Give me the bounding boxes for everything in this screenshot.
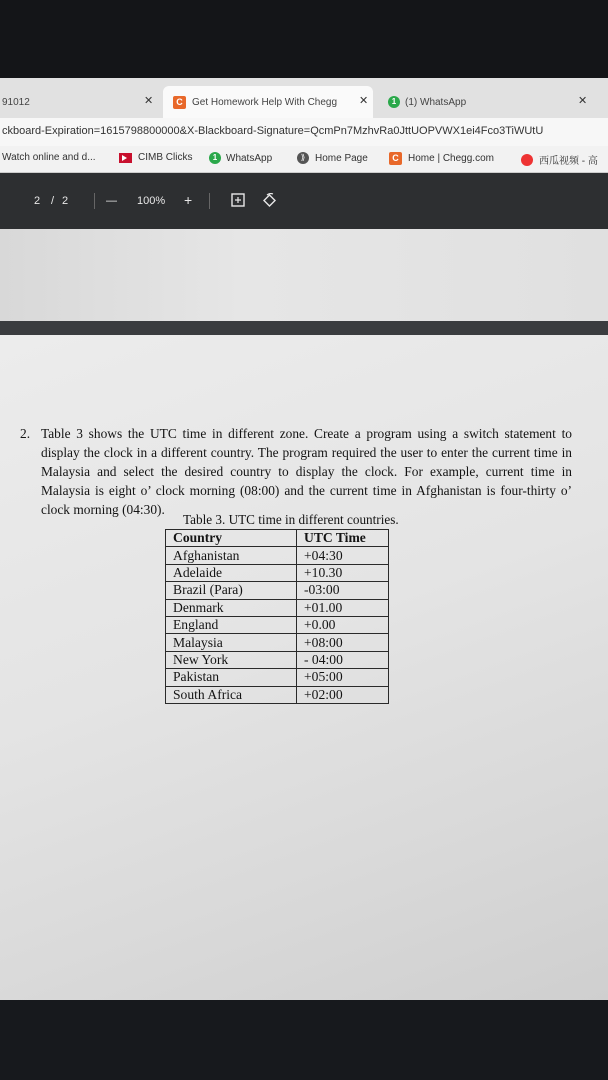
country-cell: Adelaide bbox=[166, 564, 297, 581]
close-icon[interactable]: ✕ bbox=[578, 95, 588, 107]
bookmark-home-page[interactable] bbox=[297, 152, 368, 164]
zoom-level[interactable]: 100% bbox=[137, 195, 166, 207]
pdf-toolbar bbox=[0, 173, 608, 229]
table-row bbox=[166, 582, 389, 599]
url-text: ckboard-Expiration=1615798800000&X-Blackboard-Signature=QcmPn7MzhvRa0JttUOPVWX1ei4Fco3TiWUtU bbox=[2, 125, 544, 137]
tab-blackboard[interactable] bbox=[2, 86, 162, 118]
country-cell: Pakistan bbox=[166, 669, 297, 686]
tab-whatsapp[interactable] bbox=[388, 86, 598, 118]
column-header: Country bbox=[166, 530, 297, 547]
whatsapp-icon: 1 bbox=[388, 96, 400, 108]
bookmark-watch-online[interactable] bbox=[2, 152, 96, 163]
question-number: 2. bbox=[20, 426, 31, 441]
country-cell: Malaysia bbox=[166, 634, 297, 651]
whatsapp-icon: 1 bbox=[209, 152, 221, 164]
utc-time-cell: - 04:00 bbox=[297, 651, 389, 668]
video-icon bbox=[521, 154, 533, 166]
close-icon[interactable]: ✕ bbox=[359, 95, 369, 107]
country-cell: South Africa bbox=[166, 686, 297, 703]
bookmark-label: Watch online and d... bbox=[2, 152, 96, 163]
table-row bbox=[166, 616, 389, 633]
toolbar-divider bbox=[209, 193, 210, 209]
page-gap bbox=[0, 321, 608, 335]
zoom-in-button[interactable]: + bbox=[184, 192, 193, 208]
monitor-bezel-bottom bbox=[0, 1000, 608, 1080]
table-caption: Table 3. UTC time in different countries. bbox=[183, 512, 399, 527]
tab-label: Get Homework Help With Chegg bbox=[192, 96, 338, 108]
question-text: Table 3 shows the UTC time in different zone. Create a program using a switch statement to display the clock in a different country. The program required the user to enter the current time in Malaysia and select the desired country to display the clock. For example, current time in Malaysia is eight o’ clock morning (08:00) and the current time in Afghanistan is four-thirty o’ clock morning (04:30). bbox=[41, 426, 572, 517]
country-cell: Afghanistan bbox=[166, 547, 297, 564]
globe-icon: ⟫ bbox=[297, 152, 309, 164]
bookmark-label: Home Page bbox=[315, 152, 368, 164]
question bbox=[20, 424, 572, 519]
table-row bbox=[166, 547, 389, 564]
page-current[interactable]: 2 bbox=[34, 195, 41, 207]
bookmarks-bar bbox=[0, 146, 608, 173]
tab-strip bbox=[0, 78, 608, 118]
bookmark-video[interactable] bbox=[521, 152, 598, 167]
table-row bbox=[166, 651, 389, 668]
country-cell: Denmark bbox=[166, 599, 297, 616]
table-row bbox=[166, 599, 389, 616]
chegg-icon: C bbox=[173, 96, 186, 109]
country-cell: Brazil (Para) bbox=[166, 582, 297, 599]
utc-time-cell: +0.00 bbox=[297, 616, 389, 633]
utc-time-cell: +04:30 bbox=[297, 547, 389, 564]
fit-page-icon[interactable] bbox=[231, 193, 245, 210]
close-icon[interactable]: ✕ bbox=[144, 95, 154, 107]
country-cell: New York bbox=[166, 651, 297, 668]
address-bar[interactable] bbox=[0, 118, 608, 147]
previous-page bbox=[0, 229, 608, 321]
table-row bbox=[166, 686, 389, 703]
zoom-out-button[interactable]: — bbox=[106, 195, 117, 207]
table-row bbox=[166, 634, 389, 651]
table-row bbox=[166, 564, 389, 581]
table-header-row bbox=[166, 530, 389, 547]
table-row bbox=[166, 669, 389, 686]
page-separator: / bbox=[51, 195, 55, 207]
cimb-icon bbox=[119, 153, 132, 163]
bookmark-label: 西瓜视频 - 高 bbox=[539, 156, 598, 167]
tab-label: 91012 bbox=[2, 96, 30, 108]
utc-time-cell: +08:00 bbox=[297, 634, 389, 651]
column-header: UTC Time bbox=[297, 530, 389, 547]
utc-time-cell: +02:00 bbox=[297, 686, 389, 703]
utc-time-cell: -03:00 bbox=[297, 582, 389, 599]
toolbar-divider bbox=[94, 193, 95, 209]
bookmark-label: Home | Chegg.com bbox=[408, 153, 494, 164]
chegg-icon: C bbox=[389, 152, 402, 165]
rotate-icon[interactable] bbox=[262, 193, 277, 211]
utc-time-cell: +10.30 bbox=[297, 564, 389, 581]
bookmark-label: CIMB Clicks bbox=[138, 152, 193, 163]
tab-label: (1) WhatsApp bbox=[405, 96, 467, 108]
bookmark-chegg[interactable] bbox=[389, 152, 494, 165]
utc-table bbox=[165, 529, 389, 704]
monitor-bezel bbox=[0, 0, 608, 78]
page-total: 2 bbox=[62, 195, 69, 207]
country-cell: England bbox=[166, 616, 297, 633]
bookmark-whatsapp[interactable] bbox=[209, 152, 272, 164]
utc-time-cell: +01.00 bbox=[297, 599, 389, 616]
bookmark-cimb[interactable] bbox=[119, 152, 192, 163]
tab-chegg[interactable] bbox=[163, 86, 373, 118]
bookmark-label: WhatsApp bbox=[226, 152, 273, 164]
utc-time-cell: +05:00 bbox=[297, 669, 389, 686]
